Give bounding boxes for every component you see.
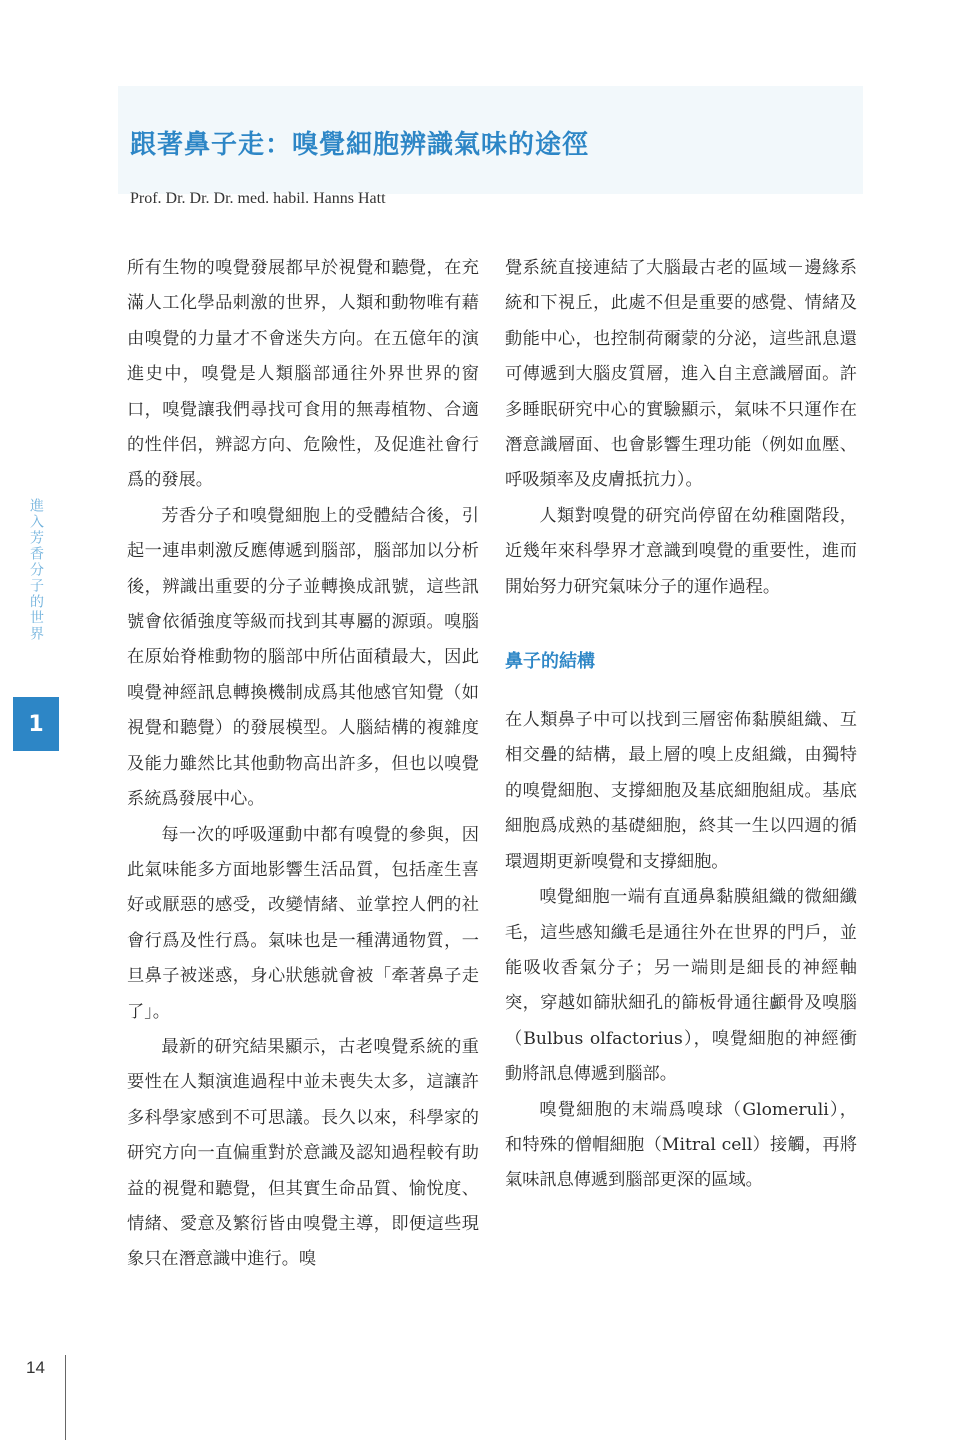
page-number: 14 (26, 1358, 45, 1377)
footer-divider (65, 1355, 66, 1440)
paragraph: 每一次的呼吸運動中都有嗅覺的參與，因此氣味能多方面地影響生活品質，包括產生喜好或厭惡的感受，改變情緒、並掌控人們的社會行爲及性行爲。氣味也是一種溝通物質，一旦鼻子被迷惑，身心狀態就會被「牽著鼻子走了」。 (127, 824, 479, 1022)
paragraph: 人類對嗅覺的研究尚停留在幼稚園階段，近幾年來科學界才意識到嗅覺的重要性，進而開始努力研究氣味分子的運作過程。 (505, 505, 857, 597)
section-heading: 鼻子的結構 (505, 651, 595, 673)
paragraph: 芳香分子和嗅覺細胞上的受體結合後，引起一連串刺激反應傳遞到腦部，腦部加以分析後，辨識出重要的分子並轉換成訊號，這些訊號會依循強度等級而找到其專屬的源頭。嗅腦在原始脊椎動物的腦部中所佔面積最大，因此嗅覺神經訊息轉換機制成爲其他感官知覺（如視覺和聽覺）的發展模型。人腦結構的複雜度及能力雖然比其他動物高出許多，但也以嗅覺系統爲發展中心。 (127, 505, 479, 810)
paragraph: 所有生物的嗅覺發展都早於視覺和聽覺，在充滿人工化學品刺激的世界，人類和動物唯有藉由嗅覺的力量才不會迷失方向。在五億年的演進史中，嗅覺是人類腦部通往外界世界的窗口，嗅覺讓我們尋找可食用的無毒植物、合適的性伴侶，辨認方向、危險性，及促進社會行爲的發展。 (127, 258, 479, 491)
author-line: Prof. Dr. Dr. Dr. med. habil. Hanns Hatt (130, 190, 386, 207)
right-column (505, 251, 857, 1199)
page-title: 跟著鼻子走：嗅覺細胞辨識氣味的途徑 (130, 130, 590, 160)
paragraph: 嗅覺細胞的末端爲嗅球（Glomeruli），和特殊的僧帽細胞（Mitral cell）接觸，再將氣味訊息傳遞到腦部更深的區域。 (505, 1099, 857, 1191)
paragraph: 嗅覺細胞一端有直通鼻黏膜組織的微細纖毛，這些感知纖毛是通往外在世界的門戶，並能吸收香氣分子；另一端則是細長的神經軸突，穿越如篩狀細孔的篩板骨通往顱骨及嗅腦（Bulbus olfactorius），嗅覺細胞的神經衝動將訊息傳遞到腦部。 (505, 887, 857, 1085)
paragraph: 在人類鼻子中可以找到三層密佈黏膜組織、互相交疊的結構，最上層的嗅上皮組織，由獨特的嗅覺細胞、支撐細胞及基底細胞組成。基底細胞爲成熟的基礎細胞，終其一生以四週的循環週期更新嗅覺和支撐細胞。 (505, 710, 857, 872)
chapter-side-label: 進入芳香分子的世界 (28, 498, 44, 642)
chapter-number-badge: 1 (13, 697, 59, 751)
left-column (127, 251, 479, 1278)
paragraph: 最新的研究結果顯示，古老嗅覺系統的重要性在人類演進過程中並未喪失太多，這讓許多科學家感到不可思議。長久以來，科學家的研究方向一直偏重對於意識及認知過程較有助益的視覺和聽覺，但其實生命品質、愉悅度、情緒、愛意及繁衍皆由嗅覺主導，即便這些現象只在潛意識中進行。嗅 (127, 1036, 479, 1270)
paragraph: 覺系統直接連結了大腦最古老的區域－邊緣系統和下視丘，此處不但是重要的感覺、情緒及動能中心，也控制荷爾蒙的分泌，這些訊息還可傳遞到大腦皮質層，進入自主意識層面。許多睡眠研究中心的實驗顯示，氣味不只運作在潛意識層面、也會影響生理功能（例如血壓、呼吸頻率及皮膚抵抗力）。 (505, 258, 857, 491)
